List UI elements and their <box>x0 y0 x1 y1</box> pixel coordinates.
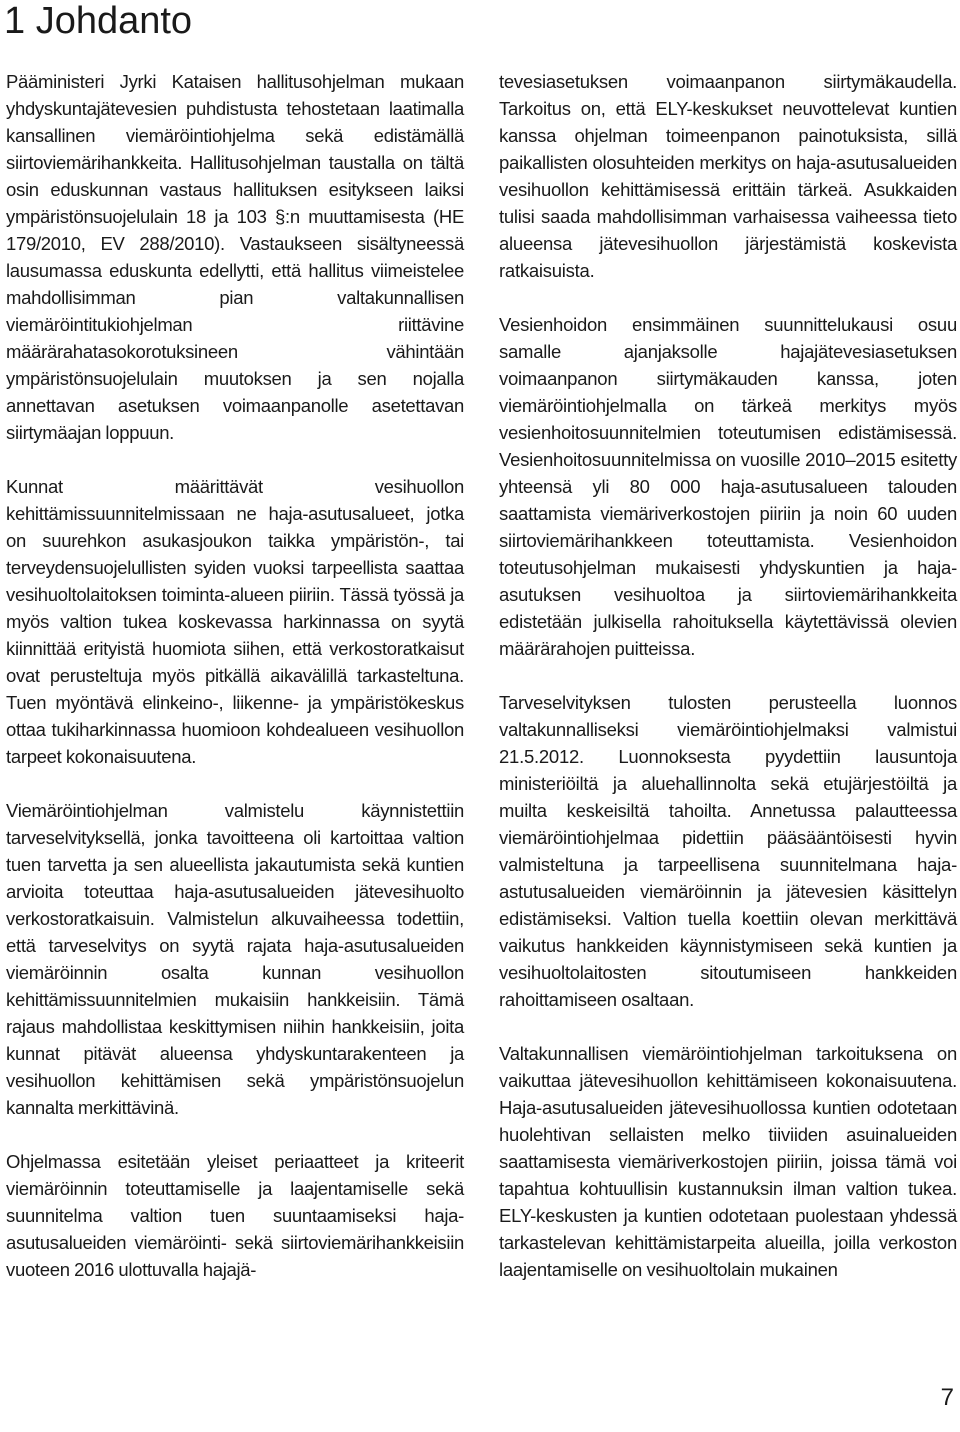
right-column <box>499 68 957 1310</box>
paragraph: tevesiasetuksen voimaanpanon siirtymäkaudella. Tarkoitus on, että ELY-keskukset neuvottelevat kuntien kanssa ohjelman toimeenpanon painotuksista, sillä paikallisten olosuhteiden merkitys on haja-asutusalueiden vesihuollon kehittämisessä erittäin tärkeä. Asukkaiden tulisi saada mahdollisimman varhaisessa vaiheessa tieto alueensa jätevesihuollon järjestämistä koskevista ratkaisuista. <box>499 71 957 281</box>
paragraph: Vesienhoidon ensimmäinen suunnittelukausi osuu samalle ajanjaksolle hajajätevesiasetuksen voimaanpanon siirtymäkauden kanssa, joten viemäröintiohjelmalla on tärkeä merkitys myös vesienhoitosuunnitelmien toteutumisen edistämisessä. Vesienhoitosuunnitelmissa on vuosille 2010–2015 esitetty yhteensä yli 80 000 haja-asutusalueen talouden saattamista viemäriverkostojen piiriin ja noin 60 uuden siirtoviemärihankkeen toteuttamista. Vesienhoidon toteutusohjelman mukaisesti yhdyskuntien ja haja-asutuksen vesihuoltoa ja siirtoviemärihankkeita edistetään julkisella rahoituksella käytettävissä olevien määrärahojen puitteissa. <box>499 314 957 659</box>
left-column <box>6 68 464 1310</box>
paragraph: Viemäröintiohjelman valmistelu käynnistettiin tarveselvityksellä, jonka tavoitteena oli kartoittaa valtion tuen tarvetta ja sen alueellista jakautumista sekä kuntien arvioita toteuttaa haja-asutusalueiden jätevesihuolto verkostoratkaisuin. Valmistelun alkuvaiheessa todettiin, että tarveselvitys on syytä rajata haja-asutusalueiden viemäröinnin osalta kunnan vesihuollon kehittämissuunnitelmien mukaisiin hankkeisiin. Tämä rajaus mahdollistaa keskittymisen niihin hankkeisiin, joita kunnat pitävät alueensa yhdyskuntarakenteen ja vesihuollon kehittämisen sekä ympäristönsuojelun kannalta merkittävinä. <box>6 800 464 1118</box>
page-number: 7 <box>940 1384 954 1411</box>
paragraph: Valtakunnallisen viemäröintiohjelman tarkoituksena on vaikuttaa jätevesihuollon kehittämiseen kokonaisuutena. Haja-asutusalueiden jätevesihuollossa kuntien odotetaan huolehtivan sellaisten melko tiiviiden asuinalueiden saattamisesta viemäriverkostojen piiriin, joissa tämä voi tapahtua kohtuullisin kustannuksin ilman valtion tukea. ELY-keskusten ja kuntien odotetaan puolestaan yhdessä tarkastelevan kehittämistarpeita alueilla, joilla verkoston laajentamiselle on vesihuoltolain mukainen <box>499 1043 957 1280</box>
paragraph: Kunnat määrittävät vesihuollon kehittämissuunnitelmissaan ne haja-asutusalueet, jotka on suurehkon asukasjoukon taikka ympäristön-, tai terveydensuojelullisten syiden vuoksi tarpeellista saattaa vesihuoltolaitoksen toiminta-alueen piiriin. Tässä työssä ja myös valtion tukea koskevassa harkinnassa on syytä kiinnittää erityistä huomiota siihen, että verkostoratkaisut ovat perusteltuja myös pitkällä aikavälillä tarkasteltuna. Tuen myöntävä elinkeino-, liikenne- ja ympäristökeskus ottaa tukiharkinnassa huomioon kohdealueen vesihuollon tarpeet kokonaisuutena. <box>6 476 464 767</box>
paragraph: Tarveselvityksen tulosten perusteella luonnos valtakunnalliseksi viemäröintiohjelmaksi valmistui 21.5.2012. Luonnoksesta pyydettiin lausuntoja ministeriöiltä ja aluehallinnolta sekä etujärjestöiltä ja muilta keskeisiltä tahoilta. Annetussa palautteessa viemäröintiohjelmaa pidettiin pääsääntöisesti hyvin valmisteltuna ja tarpeellisena suunnitelmana haja-astutusalueiden viemäröinnin ja jätevesien käsittelyn edistämiseksi. Valtion tuella koettiin olevan merkittävä vaikutus hankkeiden käynnistymiseen sekä kuntien ja vesihuoltolaitosten sitoutumiseen hankkeiden rahoittamiseen osaltaan. <box>499 692 957 1010</box>
paragraph: Pääministeri Jyrki Kataisen hallitusohjelman mukaan yhdyskuntajätevesien puhdistusta tehostetaan laatimalla kansallinen viemäröintiohjelma sekä edistämällä siirtoviemärihankkeita. Hallitusohjelman taustalla on tältä osin eduskunnan vastaus hallituksen esitykseen laiksi ympäristönsuojelulain 18 ja 103 §:n muuttamisesta (HE 179/2010, EV 288/2010). Vastaukseen sisältyneessä lausumassa eduskunta edellytti, että hallitus viimeistelee mahdollisimman pian valtakunnallisen viemäröintitukiohjelman riittävine määrärahatasokorotuksineen vähintään ympäristönsuojelulain muutoksen ja sen nojalla annettavan asetuksen voimaanpanolle asetettavan siirtymäajan loppuun. <box>6 71 464 443</box>
chapter-title: 1 Johdanto <box>4 0 193 42</box>
paragraph: Ohjelmassa esitetään yleiset periaatteet ja kriteerit viemäröinnin toteuttamiselle ja laajentamiselle sekä suunnitelma valtion tuen suuntaamiseksi haja-asutusalueiden viemäröinti- sekä siirtoviemärihankkeisiin vuoteen 2016 ulottuvalla hajajä- <box>6 1151 464 1280</box>
